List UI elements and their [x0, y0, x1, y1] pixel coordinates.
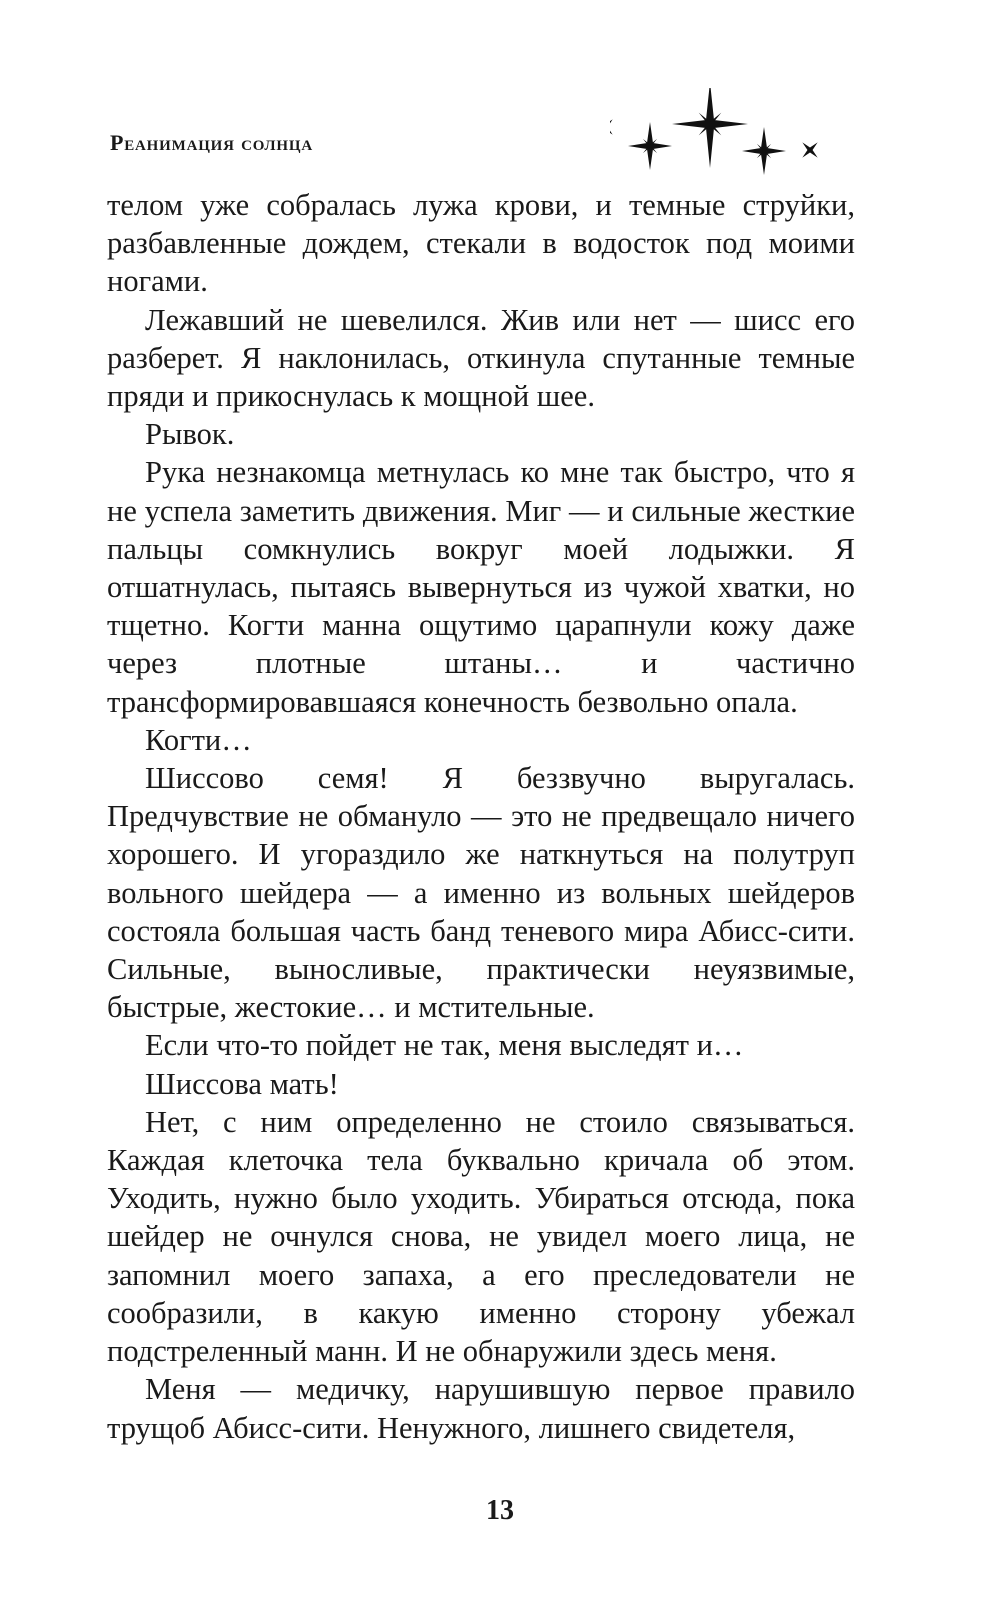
- small-star-icon: [610, 112, 620, 143]
- paragraph: Лежавший не шевелился. Жив или нет — шисс его разберет. Я наклонилась, откинула спутанные темные пряди и прикоснулась к мощной шее.: [107, 302, 855, 414]
- paragraph: Шиссова мать!: [145, 1066, 339, 1101]
- running-title: Реанимация солнца: [110, 130, 313, 155]
- sparkle-stars-icon: [610, 88, 870, 198]
- small-star-icon: [795, 135, 826, 166]
- paragraph: Шиссово семя! Я беззвучно выругалась. Предчувствие не обмануло — это не предвещало ничего хорошего. И угораздило же наткнуться на полутруп вольного шейдера — а именно из вольных шейдеров состояла большая часть банд теневого мира Абисс-сити. Сильные, выносливые, практически неуязвимые, быстрые, жестокие… и мстительные.: [107, 761, 855, 1025]
- paragraph: телом уже собралась лужа крови, и темные струйки, разбавленные дождем, стекали в водосток под моими ногами.: [107, 188, 855, 299]
- paragraph: Когти…: [145, 722, 252, 757]
- paragraph: Рука незнакомца метнулась ко мне так быстро, что я не успела заметить движения. Миг — и сильные жесткие пальцы сомкнулись вокруг моей лодыжки. Я отшатнулась, пытаясь вывернуться из чужой хватки, но тщетно. Когти манна ощутимо царапнули кожу даже через плотные штаны… и частично трансформировавшаяся конечность безвольно опала.: [107, 455, 855, 719]
- page-number: 13: [486, 1495, 514, 1526]
- body-text: [107, 186, 855, 1447]
- paragraph: Рывок.: [145, 417, 235, 452]
- paragraph: Нет, с ним определенно не стоило связываться. Каждая клеточка тела буквально кричала об этом. Уходить, нужно было уходить. Убираться отсюда, пока шейдер не очнулся снова, не увидел моего лица, не запомнил моего запаха, а его преследователи не сообразили, в какую именно сторону убежал подстреленный манн. И не обнаружили здесь меня.: [107, 1104, 855, 1369]
- paragraph: Если что-то пойдет не так, меня выследят и…: [145, 1028, 744, 1063]
- big-star-icon: [672, 88, 748, 168]
- paragraph: Меня — медичку, нарушившую первое правило трущоб Абисс-сити. Ненужного, лишнего свидетеля,: [107, 1372, 855, 1445]
